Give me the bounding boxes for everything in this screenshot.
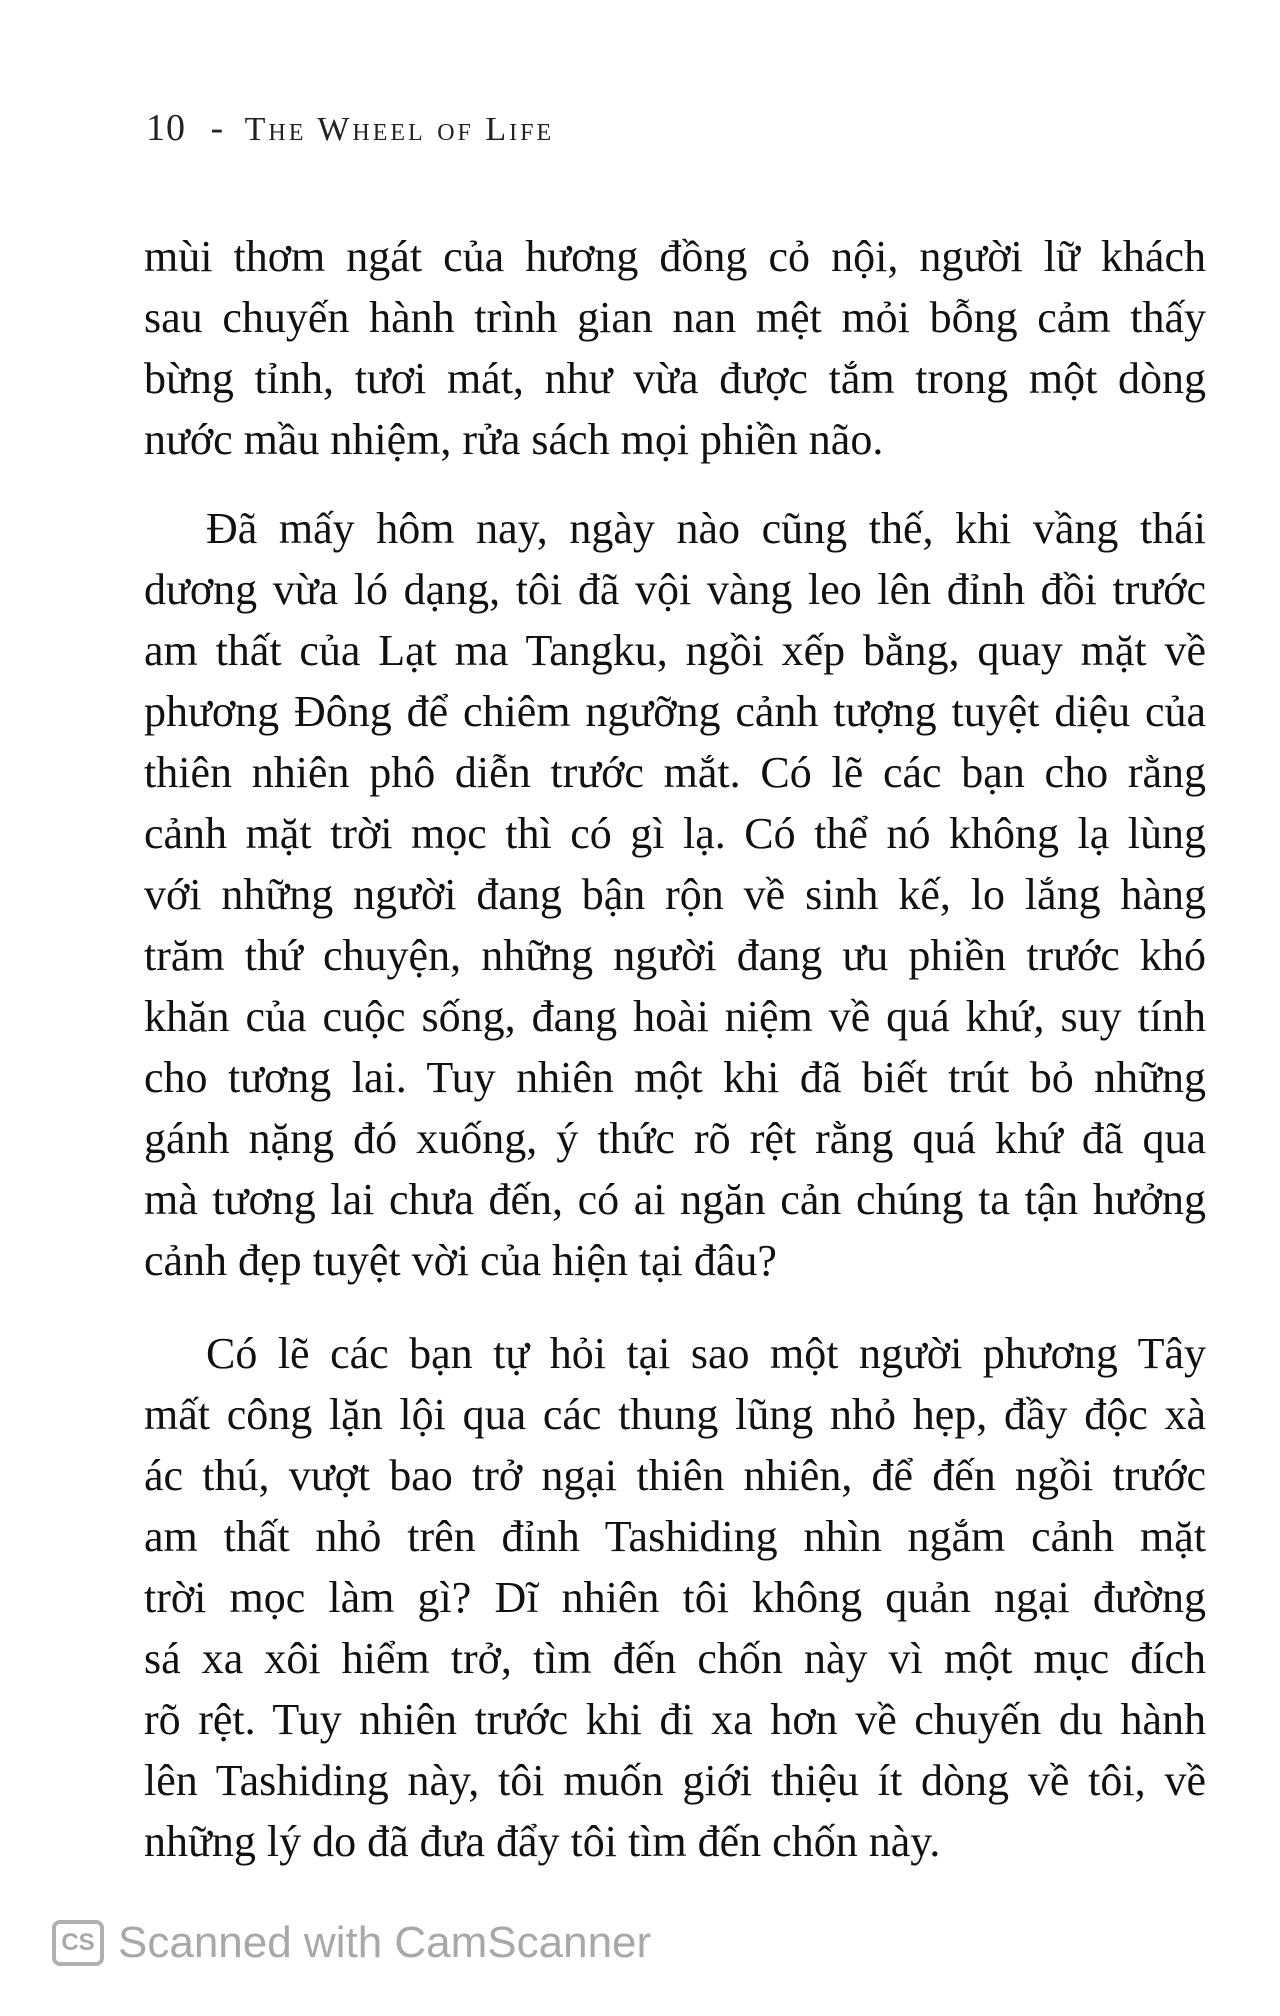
- text-line: mà tương lai chưa đến, có ai ngăn cản chúng ta tận hưởng: [144, 1175, 1206, 1224]
- text-line: phương Đông để chiêm ngưỡng cảnh tượng tuyệt diệu của: [144, 687, 1206, 736]
- page-number: 10: [146, 107, 186, 149]
- text-line: Có lẽ các bạn tự hỏi tại sao một người phương Tây: [206, 1329, 1206, 1378]
- text-line: gánh nặng đó xuống, ý thức rõ rệt rằng quá khứ đã qua: [144, 1114, 1206, 1163]
- camscanner-watermark: [52, 1918, 651, 1968]
- paragraph-3: [144, 1323, 1206, 1872]
- running-header: [146, 106, 554, 150]
- text-line: những lý do đã đưa đẩy tôi tìm đến chốn này.: [144, 1817, 941, 1866]
- text-line: am thất nhỏ trên đỉnh Tashiding nhìn ngắm cảnh mặt: [144, 1512, 1206, 1561]
- paragraph-2: [144, 498, 1206, 1291]
- watermark-text: Scanned with CamScanner: [118, 1918, 652, 1967]
- paragraph-1: [144, 226, 1206, 470]
- text-line: khăn của cuộc sống, đang hoài niệm về quá khứ, suy tính: [144, 992, 1206, 1041]
- book-title: The Wheel of Life: [244, 111, 555, 148]
- text-line: cảnh đẹp tuyệt vời của hiện tại đâu?: [144, 1236, 777, 1285]
- text-line: ác thú, vượt bao trở ngại thiên nhiên, để đến ngồi trước: [144, 1451, 1206, 1500]
- camscanner-logo-icon: CS: [52, 1920, 104, 1966]
- text-line: dương vừa ló dạng, tôi đã vội vàng leo lên đỉnh đồi trước: [144, 565, 1206, 614]
- text-line: sá xa xôi hiểm trở, tìm đến chốn này vì một mục đích: [144, 1634, 1206, 1683]
- text-line: với những người đang bận rộn về sinh kế, lo lắng hàng: [144, 870, 1206, 919]
- text-line: mùi thơm ngát của hương đồng cỏ nội, người lữ khách: [144, 232, 1206, 281]
- text-line: sau chuyến hành trình gian nan mệt mỏi bỗng cảm thấy: [144, 293, 1206, 342]
- text-line: Đã mấy hôm nay, ngày nào cũng thế, khi vầng thái: [206, 504, 1206, 553]
- text-line: cho tương lai. Tuy nhiên một khi đã biết trút bỏ những: [144, 1053, 1206, 1102]
- text-line: am thất của Lạt ma Tangku, ngồi xếp bằng, quay mặt về: [144, 626, 1206, 675]
- text-line: cảnh mặt trời mọc thì có gì lạ. Có thể nó không lạ lùng: [144, 809, 1206, 858]
- text-line: thiên nhiên phô diễn trước mắt. Có lẽ các bạn cho rằng: [144, 748, 1206, 797]
- text-line: nước mầu nhiệm, rửa sách mọi phiền não.: [144, 415, 884, 464]
- text-line: lên Tashiding này, tôi muốn giới thiệu ít dòng về tôi, về: [144, 1756, 1206, 1805]
- text-line: rõ rệt. Tuy nhiên trước khi đi xa hơn về chuyến du hành: [144, 1695, 1206, 1744]
- text-line: bừng tỉnh, tươi mát, như vừa được tắm trong một dòng: [144, 354, 1206, 403]
- text-line: mất công lặn lội qua các thung lũng nhỏ hẹp, đầy độc xà: [144, 1390, 1206, 1439]
- text-line: trăm thứ chuyện, những người đang ưu phiền trước khó: [144, 931, 1206, 980]
- header-separator: -: [210, 107, 225, 149]
- text-line: trời mọc làm gì? Dĩ nhiên tôi không quản ngại đường: [144, 1573, 1206, 1622]
